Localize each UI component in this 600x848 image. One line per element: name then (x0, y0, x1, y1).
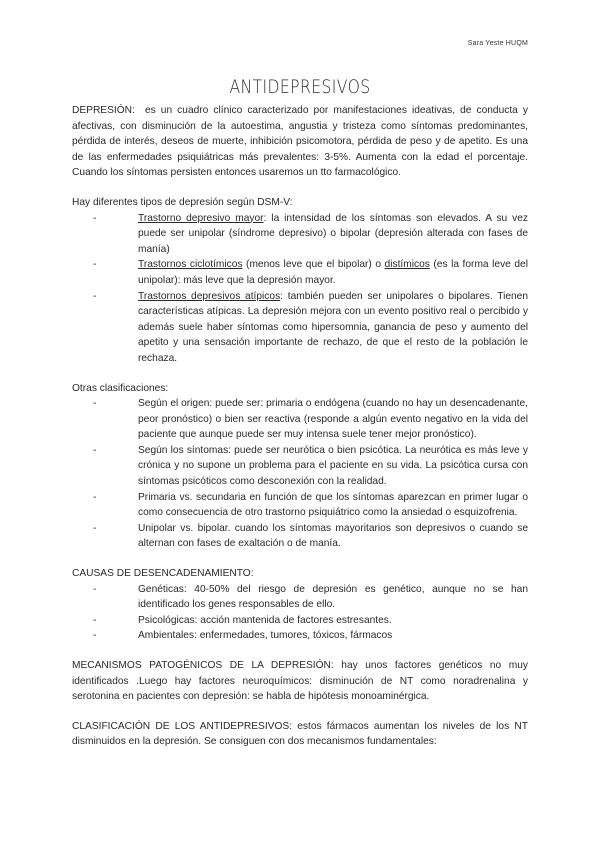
page-title: ANTIDEPRESIVOS (229, 76, 371, 98)
list-item (138, 211, 528, 258)
depresion-paragraph (72, 103, 531, 181)
item-text: : la intensidad de los síntomas son elevados. A su vez puede ser unipolar (síndrome depresivo) o bipolar (depresión alterada con fases de manía) (138, 212, 528, 255)
list-item: - Según el origen: puede ser: primaria o endógena (cuando no hay un desencadenante, peor pronóstico) o bien ser reactiva (responde a algún evento negativo en la vida del paciente que aunque puede ser muy intensa suele tener mejor pronóstico). (138, 396, 528, 443)
otras-list (72, 396, 528, 552)
document-body (72, 103, 531, 750)
clasificacion-paragraph: CLASIFICACIÓN DE LOS ANTIDEPRESIVOS: estos fármacos aumentan los niveles de los NT disminuidos en la depresión. Se consiguen con dos mecanismos fundamentales: (72, 720, 528, 748)
term-ciclotimicos: Trastornos ciclotímicos (138, 259, 243, 271)
otras-intro: Otras clasificaciones: (72, 382, 169, 394)
item-text: (menos leve que el bipolar) o (242, 259, 385, 271)
list-item: - Según los síntomas: puede ser neurótica o bien psicótica. La neurótica es más leve y crónica y no supone un problema para el paciente en su vida. La psicótica cursa con síntomas psicóticos como desconexión con la realidad. (138, 443, 528, 490)
list-item: - Psicológicas: acción mantenida de factores estresantes. (138, 613, 528, 629)
causas-intro: CAUSAS DE DESENCADENAMIENTO: (72, 568, 254, 580)
author-name: Sara Yeste HUQM (467, 40, 528, 47)
term-depresivo-mayor: Trastorno depresivo mayor (138, 212, 264, 224)
item-text: : también pueden ser unipolares o bipolares. Tienen características atípicas. La depresión mejora con un evento positivo real o percibido y además suele haber síntomas como hipersomnia, ganancia de peso y aumento del apetito y una sensación importante de rechazo, de que el resto de la población le rechaza. (138, 290, 528, 364)
list-item: - Unipolar vs. bipolar. cuando los síntomas mayoritarios son depresivos o cuando se alternan con fases de exaltación o de manía. (138, 521, 528, 552)
term-atipicos: Trastornos depresivos atípicos (138, 290, 281, 302)
list-item: - Primaria vs. secundaria en función de que los síntomas aparezcan en primer lugar o como consecuencia de otro trastorno psiquiátrico como la ansiedad o esquizofrenia. (138, 490, 528, 521)
mecanismos-paragraph: MECANISMOS PATOGÉNICOS DE LA DEPRESIÓN: hay unos factores genéticos no muy identificados .Luego hay factores neuroquímicos: disminución de NT como noradrenalina y serotonina en pacientes con depresión: se habla de hipótesis monoaminérgica. (72, 660, 528, 703)
causas-list (72, 582, 528, 644)
term-distimicos: distímicos (384, 259, 430, 271)
depresion-text: es un cuadro clínico caracterizado por manifestaciones ideativas, de conducta y afectivas, con disminución de la autoestima, angustia y tristeza como síntomas predominantes, pérdida de interés, deseos de muerte, inhibición psicomotora, pérdida de peso y de apetito. Es una de las enfermedades psiquiátricas más prevalentes: 3-5%. Aumenta con la edad el porcentaje. Cuando los síntomas persisten entonces usaremos un tto farmacológico. (72, 105, 531, 179)
list-item: - Ambientales: enfermedades, tumores, tóxicos, fármacos (138, 628, 528, 644)
tipos-list (72, 211, 528, 367)
tipos-intro: Hay diferentes tipos de depresión según DSM-V: (72, 196, 293, 208)
depresion-label: DEPRESIÓN: (72, 105, 135, 116)
item-text: (es la forma leve del unipolar): más leve que la depresión mayor. (138, 259, 528, 286)
list-item (138, 289, 528, 367)
list-item: - Genéticas: 40-50% del riesgo de depresión es genético, aunque no se han identificado los genes responsables de ello. (138, 582, 528, 613)
list-item (138, 257, 528, 288)
